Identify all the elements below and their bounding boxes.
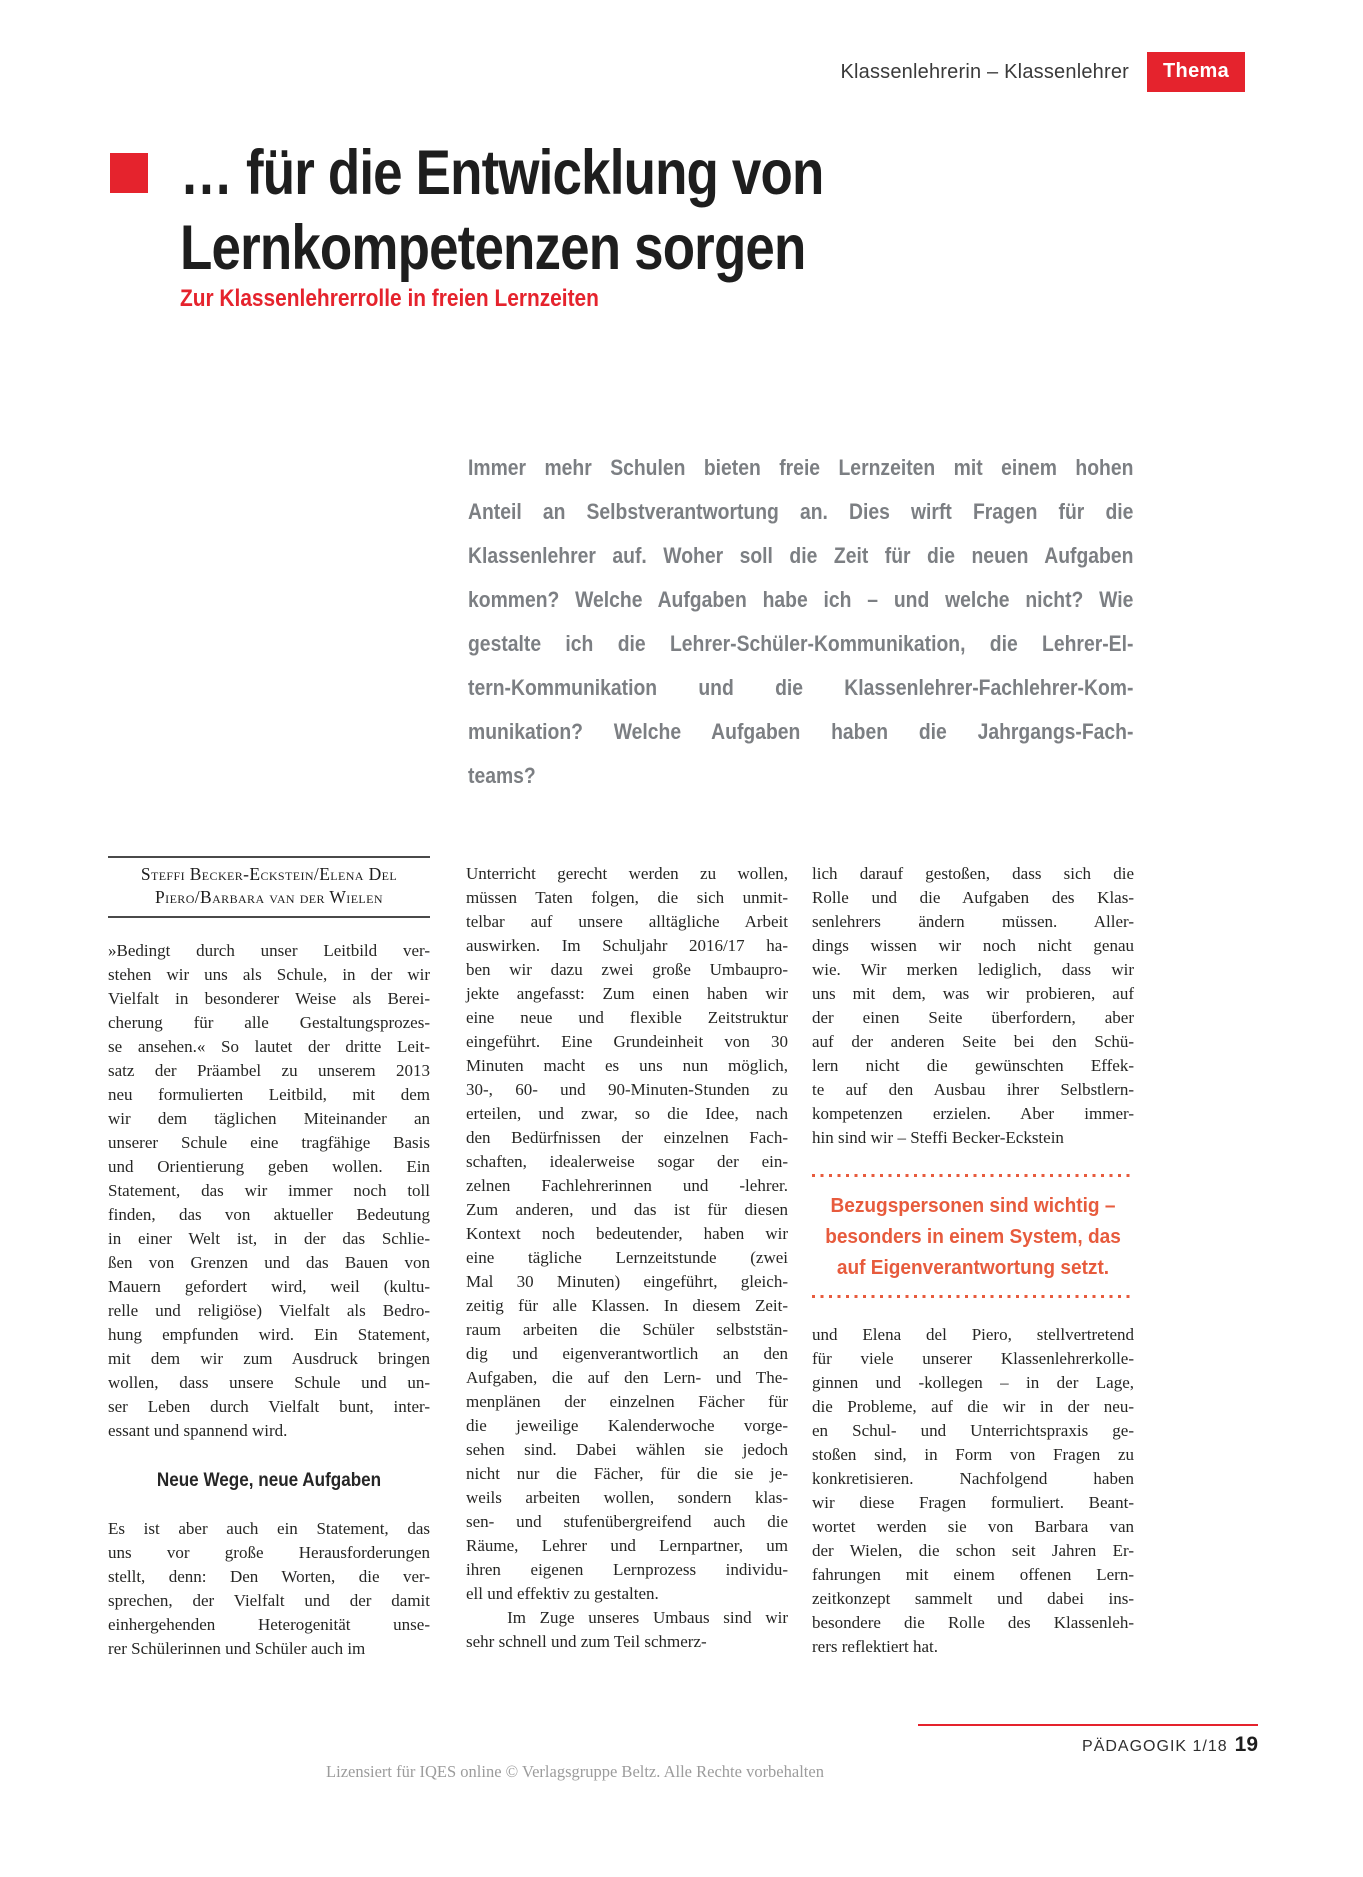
col2-paragraph-2: Im Zuge unseres Umbaus sind wir sehr schnell und zum Teil schmerz- [466, 1608, 788, 1651]
footer-red-rule [918, 1724, 1258, 1726]
text-column-1 [108, 856, 430, 1661]
thema-badge: Thema [1147, 52, 1245, 92]
lead-paragraph: Immer mehr Schulen bieten freie Lernzeiten mit einem hohen Anteil an Selbstverantwortung an. Dies wirft Fragen für die Klassenlehrer auf. Woher soll die Zeit für die neuen Aufgaben kommen? Welche Aufgaben habe ich – und welche nicht? Wie gestalte ich die Lehrer-Schüler-Kommunikation, die Lehrer-El- tern-Kommunikation und die Klassenlehrer-Fachlehrer-Kom- munikation? Welche Aufgaben haben die Jahrgangs-Fach- teams? [468, 455, 1134, 788]
col3-paragraph-1: lich darauf gestoßen, dass sich die Rolle und die Aufgaben des Klas- senlehrers ändern müssen. Aller- dings wissen wir noch nicht genau wie. Wir merken lediglich, dass wir uns mit dem, was wir probieren, auf der einen Seite überfordern, aber auf der anderen Seite bei den Schü- lern nicht die gewünschten Effek- te auf den Ausbau ihrer Selbstlern- kompetenzen erzielen. Aber immer- hin sind wir – Steffi Becker-Eckstein [812, 864, 1134, 1147]
title-square-marker [110, 153, 148, 193]
article-title-line1: … für die Entwicklung von [180, 138, 824, 208]
article-title [180, 136, 823, 286]
license-note: Lizensiert für IQES online © Verlagsgruppe Beltz. Alle Rechte vorbehalten [326, 1762, 824, 1781]
col2-paragraph-1: Unterricht gerecht werden zu wollen, müssen Taten folgen, die sich unmit- telbar auf unsere alltägliche Arbeit auswirken. Im Schuljahr 2016/17 ha- ben wir dazu zwei große Umbaupro- jekte angefasst: Zum einen haben wir eine neue und flexible Zeitstruktur eingeführt. Eine Grundeinheit von 30 Minuten macht es uns nun möglich, 30-, 60- und 90-Minuten-Stunden zu erteilen, und zwar, so die Idee, nach den Bedürfnissen der einzelnen Fach- schaften, idealerweise sogar der ein- zelnen Fachlehrerinnen und -lehrer. Zum anderen, und das ist für diesen Kontext noch bedeutender, haben wir eine tägliche Lernzeitstunde (zwei Mal 30 Minuten) eingeführt, gleich- zeitig für alle Klassen. In diesem Zeit- raum arbeiten die Schüler selbststän- dig und eigenverantwortlich an den Aufgaben, die auf den Lern- und The- menplänen der einzelnen Fächer für die jeweilige Kalenderwoche vorge- sehen sind. Dabei wählen sie jedoch nicht nur die Fächer, für die sie je- weils arbeiten wollen, sondern klas- sen- und stufenübergreifend auch die Räume, Lehrer und Lernpartner, um ihren eigenen Lernprozess individu- ell und effektiv zu gestalten. [466, 864, 788, 1603]
text-column-2 [466, 862, 788, 1654]
col1-paragraph-1: »Bedingt durch unser Leitbild ver- stehen wir uns als Schule, in der wir Vielfalt in besonderer Weise als Berei- cherung für alle Gestaltungsprozes- se ansehen.« So lautet der dritte Leit- satz der Präambel zu unserem 2013 neu formulierten Leitbild, mit dem wir dem täglichen Miteinander an unserer Schule eine tragfähige Basis und Orientierung geben wollen. Ein Statement, das wir immer noch toll finden, das von aktueller Bedeutung in einer Welt ist, in der das Schlie- ßen von Grenzen und das Bauen von Mauern gefordert wird, weil (kultu- relle und religiöse) Vielfalt als Bedro- hung empfunden wird. Ein Statement, mit dem wir zum Ausdruck bringen wollen, dass unsere Schule und un- ser Leben durch Vielfalt bunt, inter- essant und spannend wird. [108, 941, 430, 1440]
page-number: 19 [1234, 1733, 1258, 1756]
journal-issue [918, 1733, 1258, 1757]
page-footer [918, 1724, 1258, 1757]
article-subtitle: Zur Klassenlehrerrolle in freien Lernzeiten [180, 285, 599, 312]
pull-quote-bottom-dotted-rule [812, 1295, 1134, 1298]
text-column-3 [812, 862, 1134, 1659]
authors-box: Steffi Becker-Eckstein/Elena Del Piero/Barbara van der Wielen [108, 856, 430, 918]
article-title-line2: Lernkompetenzen sorgen [180, 213, 806, 283]
section-heading: Neue Wege, neue Aufgaben [156, 1470, 382, 1491]
header-kicker: Klassenlehrerin – Klassenlehrer [840, 60, 1130, 83]
pull-quote [812, 1174, 1134, 1298]
journal-name: PÄDAGOGIK 1/18 [1082, 1738, 1228, 1755]
col3-paragraph-2: und Elena del Piero, stellvertretend für viele unserer Klassenlehrerkolle- ginnen und -kollegen – in der Lage, die Probleme, auf die wir in der neu- en Schul- und Unterrichtspraxis ge- stoßen sind, in Form von Fragen zu konkretisieren. Nachfolgend haben wir diese Fragen formuliert. Beant- wortet werden sie von Barbara van der Wielen, die schon seit Jahren Er- fahrungen mit einem offenen Lern- zeitkonzept sammelt und dabei ins- besondere die Rolle des Klassenleh- rers reflektiert hat. [812, 1325, 1134, 1656]
pull-quote-text: Bezugspersonen sind wichtig – besonders in einem System, das auf Eigenverantwortung setzt. [825, 1194, 1121, 1279]
page-header [840, 52, 1245, 92]
col1-paragraph-2: Es ist aber auch ein Statement, das uns vor große Herausforderungen stellt, denn: Den Worten, die ver- sprechen, der Vielfalt und der damit einhergehenden Heterogenität unse- rer Schülerinnen und Schüler auch im [108, 1519, 430, 1658]
